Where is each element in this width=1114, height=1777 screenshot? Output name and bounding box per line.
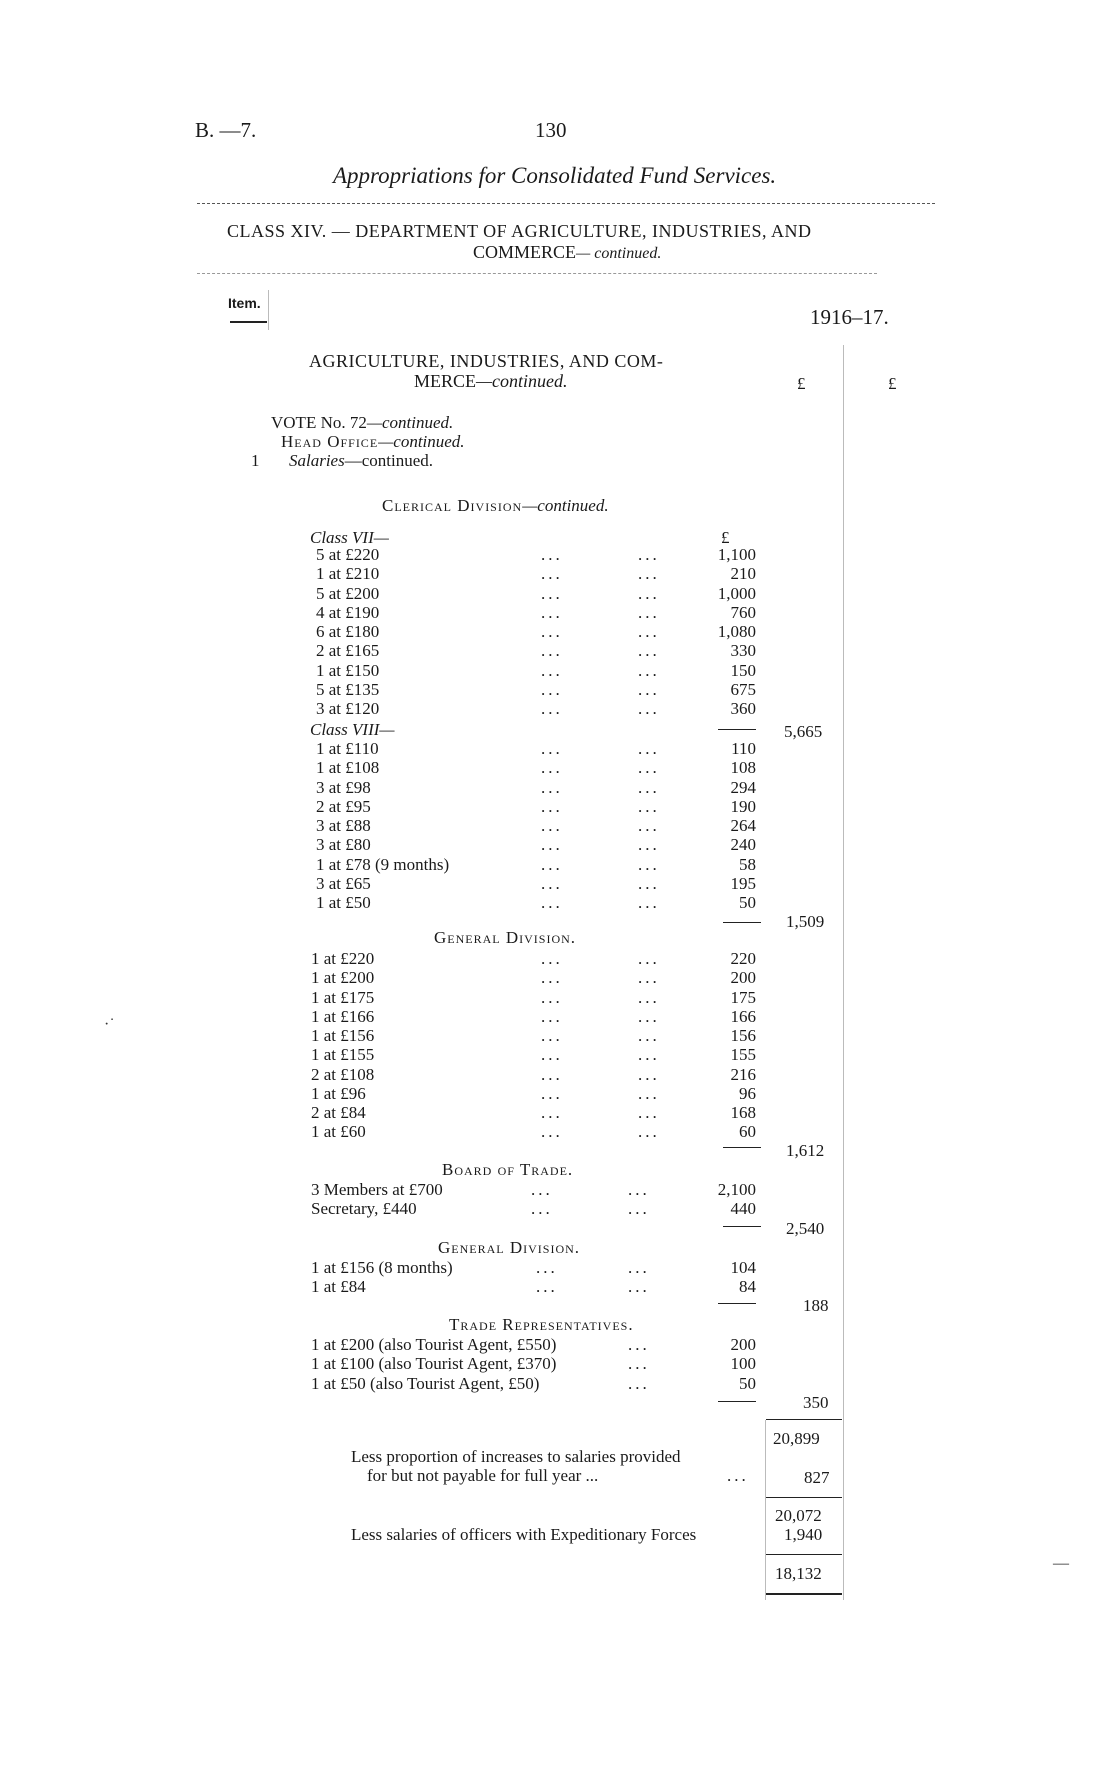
section-heading-merce: MERCE [414,371,477,391]
margin-mark-right: — [1053,1555,1069,1572]
subtotal-amount: 20,899 [773,1429,820,1448]
row-leader-dots: ... [541,854,563,874]
row-label: 1 at £200 (also Tourist Agent, £550) [311,1335,557,1354]
table-row [316,816,756,835]
less-forces-label: Less salaries of officers with Expeditionary Forces [351,1525,697,1544]
year-column-label: 1916–17. [810,305,889,329]
row-leader-dots: ... [638,1103,660,1122]
row-leader-dots: ... [628,1335,650,1354]
row-leader-dots: ... [541,758,563,778]
row-leader-dots: ... [638,987,660,1007]
row-leader-dots: ... [541,679,563,699]
row-leader-dots: ... [638,1006,660,1026]
row-leader-dots: ... [638,835,660,855]
row-amount: 150 [730,660,756,680]
row-label: 2 at £84 [311,1103,366,1122]
row-leader-dots: ... [541,1083,563,1103]
board-of-trade-heading: Board of Trade. [442,1160,574,1179]
row-amount: 96 [739,1083,756,1103]
row-leader-dots: ... [638,796,660,816]
row-amount: 360 [730,699,756,718]
table-row [316,893,756,912]
row-label: 5 at £200 [316,583,380,603]
table-row [311,1122,756,1141]
less-increase-line1: Less proportion of increases to salaries provided [351,1447,681,1466]
class-heading-line2 [473,242,661,263]
after-increase-rule [766,1497,842,1498]
row-leader-dots: ... [541,893,563,912]
row-amount: 104 [730,1258,756,1277]
row-leader-dots: ... [541,564,563,584]
row-label: 2 at £108 [311,1064,375,1084]
row-leader-dots: ... [541,816,563,835]
table-row [311,1103,756,1122]
table-row [316,699,756,718]
general-subtotal-rule [723,1147,761,1148]
row-label: 1 at £156 (8 months) [311,1258,453,1277]
row-leader-dots: ... [541,987,563,1007]
row-leader-dots: ... [531,1199,553,1219]
row-leader-dots: ... [638,641,660,661]
row-leader-dots: ... [541,1122,563,1142]
row-amount: 50 [739,1373,756,1393]
row-leader-dots: ... [638,949,660,968]
row-leader-dots: ... [536,1277,558,1297]
row-label: 3 at £65 [316,873,371,893]
row-leader-dots: ... [638,660,660,680]
less-forces-amount: 1,940 [784,1525,823,1544]
salaries-line [289,451,433,471]
row-amount: 200 [730,968,756,988]
row-amount: 166 [730,1006,756,1026]
row-label: 3 at £98 [316,777,371,797]
section-heading-line1: AGRICULTURE, INDUSTRIES, AND COM- [309,351,664,371]
table-row [316,661,756,680]
row-amount: 760 [730,602,756,622]
row-amount: 220 [730,949,756,968]
row-label: 1 at £100 (also Tourist Agent, £370) [311,1354,557,1374]
row-amount: 195 [730,873,756,893]
class-heading-rule [197,273,877,274]
year-column-divider [843,345,844,1600]
document-reference: B. —7. [195,118,257,142]
row-amount: 440 [730,1199,756,1219]
row-label: 1 at £220 [311,949,375,968]
row-leader-dots: ... [628,1258,650,1277]
row-leader-dots: ... [628,1373,650,1393]
row-amount: 190 [730,796,756,816]
class-vii-total: 5,665 [784,722,823,741]
less-increase-amount: 827 [804,1468,830,1487]
row-label: 1 at £84 [311,1277,366,1297]
table-row [311,968,756,987]
row-amount: 110 [731,739,756,758]
row-leader-dots: ... [541,1103,563,1122]
table-row [316,778,756,797]
after-increase-amount: 20,072 [775,1506,822,1525]
row-leader-dots: ... [541,602,563,622]
pound-sign-column-a: £ [797,374,806,393]
row-leader-dots: ... [638,739,660,758]
row-label: 3 at £88 [316,816,371,835]
row-label: 1 at £96 [311,1083,366,1103]
item-number: 1 [251,451,260,470]
row-label: 3 at £120 [316,699,380,718]
item-column-label: Item. [228,295,261,311]
less-increase-line2: for but not payable for full year ... [367,1466,599,1485]
row-leader-dots: ... [638,602,660,622]
row-leader-dots: ... [638,1026,660,1045]
office-name: Head Office [281,432,379,451]
page-title: Appropriations for Consolidated Fund Services. [333,163,777,188]
row-amount: 240 [730,835,756,855]
row-amount: 264 [730,816,756,835]
row-label: 3 Members at £700 [311,1180,443,1199]
table-row [316,680,756,699]
row-amount: 155 [730,1045,756,1065]
table-row [316,622,756,641]
row-leader-dots: ... [638,679,660,699]
table-row [311,1335,756,1354]
row-amount: 1,100 [717,545,756,564]
row-leader-dots: ... [638,816,660,835]
row-label: 1 at £175 [311,987,375,1007]
final-total-rule-top [766,1554,842,1555]
row-leader-dots: ... [638,873,660,893]
row-amount: 50 [739,893,756,912]
row-leader-dots: ... [638,854,660,874]
row-label: 1 at £108 [316,758,380,778]
subtotal-rule [766,1419,842,1420]
less-increase-dots: ... [727,1466,749,1485]
final-total-rule-bottom [766,1593,842,1595]
row-amount: 1,080 [717,622,756,641]
row-label: 1 at £50 [316,893,371,912]
row-leader-dots: ... [541,835,563,855]
board-of-trade-total: 2,540 [786,1219,825,1238]
item-label-underline [230,321,267,323]
table-row [311,1180,756,1199]
table-row [316,739,756,758]
final-total-amount: 18,132 [775,1564,822,1583]
row-amount: 216 [730,1064,756,1084]
row-amount: 675 [730,679,756,699]
row-leader-dots: ... [541,1006,563,1026]
table-row [316,545,756,564]
row-leader-dots: ... [541,777,563,797]
vote-line [271,413,453,433]
row-leader-dots: ... [638,758,660,778]
row-amount: 60 [739,1122,756,1142]
table-row [316,835,756,854]
trade-representatives-heading: Trade Representatives. [449,1315,634,1334]
board-subtotal-rule [723,1226,761,1227]
row-leader-dots: ... [638,968,660,988]
table-row [311,1007,756,1026]
item-column-border [268,290,269,330]
table-row [316,584,756,603]
table-row [311,1084,756,1103]
table-row [316,758,756,777]
row-label: 1 at £60 [311,1122,366,1142]
table-row [311,1374,756,1393]
class-vii-label: Class VII— [310,528,389,547]
section-heading-line2 [414,371,568,392]
row-leader-dots: ... [531,1180,553,1199]
row-leader-dots: ... [541,583,563,603]
row-leader-dots: ... [541,873,563,893]
row-leader-dots: ... [541,622,563,641]
office-line [281,432,465,452]
row-amount: 1,000 [717,583,756,603]
class-heading-continued: — continued. [576,245,662,262]
row-label: 5 at £220 [316,545,380,564]
row-label: 1 at £166 [311,1006,375,1026]
row-leader-dots: ... [541,796,563,816]
row-leader-dots: ... [628,1277,650,1297]
table-row [311,1045,756,1064]
table-row [316,603,756,622]
row-leader-dots: ... [541,545,563,564]
general-2-subtotal-rule [718,1303,756,1304]
row-leader-dots: ... [628,1199,650,1219]
row-leader-dots: ... [638,1045,660,1065]
table-row [316,564,756,583]
class-heading-line1: CLASS XIV. — DEPARTMENT OF AGRICULTURE, INDUSTRIES, AND [227,221,812,241]
row-leader-dots: ... [541,1064,563,1084]
clerical-division-heading [382,496,609,516]
salaries-label: Salaries [289,451,345,470]
table-row [311,1277,756,1296]
row-leader-dots: ... [638,1083,660,1103]
general-division-total: 1,612 [786,1141,825,1160]
row-leader-dots: ... [541,739,563,758]
row-label: 1 at £210 [316,564,380,584]
row-label: 1 at £156 [311,1026,375,1045]
pound-sign-column-b: £ [888,374,897,393]
row-leader-dots: ... [541,968,563,988]
row-label: 4 at £190 [316,602,380,622]
row-leader-dots: ... [638,564,660,584]
row-leader-dots: ... [628,1354,650,1374]
trade-representatives-total: 350 [803,1393,829,1412]
table-row [311,988,756,1007]
clerical-heading-continued: —continued. [522,496,609,515]
office-continued: —continued. [378,432,465,451]
row-amount: 294 [730,777,756,797]
row-leader-dots: ... [541,1045,563,1065]
row-leader-dots: ... [628,1180,650,1199]
row-label: 1 at £150 [316,660,380,680]
general-division-heading: General Division. [434,928,577,947]
row-amount: 100 [730,1354,756,1374]
general-division-2-total: 188 [803,1296,829,1315]
table-row [311,1026,756,1045]
table-row [316,874,756,893]
row-leader-dots: ... [541,1026,563,1045]
row-leader-dots: ... [541,699,563,718]
total-column-border [765,1420,766,1600]
row-leader-dots: ... [638,545,660,564]
row-amount: 210 [730,564,756,584]
row-leader-dots: ... [638,699,660,718]
row-amount: 108 [730,758,756,778]
row-amount: 156 [730,1026,756,1045]
trade-subtotal-rule [718,1401,756,1402]
row-label: Secretary, £440 [311,1199,417,1219]
row-amount: 84 [739,1277,756,1297]
table-row [316,797,756,816]
row-label: 5 at £135 [316,679,380,699]
row-leader-dots: ... [638,583,660,603]
class-viii-label: Class VIII— [310,720,395,739]
row-leader-dots: ... [638,622,660,641]
row-label: 2 at £165 [316,641,380,661]
row-leader-dots: ... [638,1122,660,1142]
row-label: 1 at £200 [311,968,375,988]
table-row [311,949,756,968]
vote-number: VOTE No. 72 [271,413,367,432]
row-label: 1 at £78 (9 months) [316,854,450,874]
section-heading-continued: —continued. [476,371,568,391]
row-amount: 2,100 [717,1180,756,1199]
row-label: 1 at £110 [316,739,379,758]
row-leader-dots: ... [541,949,563,968]
row-amount: 175 [730,987,756,1007]
row-label: 6 at £180 [316,622,380,641]
row-label: 1 at £155 [311,1045,375,1065]
row-leader-dots: ... [541,641,563,661]
row-amount: 330 [730,641,756,661]
row-label: 2 at £95 [316,796,371,816]
row-leader-dots: ... [536,1258,558,1277]
row-leader-dots: ... [541,660,563,680]
vote-continued: —continued. [366,413,454,432]
table-row [311,1258,756,1277]
row-amount: 168 [730,1103,756,1122]
table-row [311,1199,756,1218]
margin-speck-left: ·˙ [104,1016,115,1033]
row-amount: 58 [739,854,756,874]
table-row [311,1065,756,1084]
row-label: 3 at £80 [316,835,371,855]
clerical-pound-sign: £ [721,528,730,547]
page-number: 130 [535,118,567,142]
clerical-heading-label: Clerical Division [382,496,523,515]
table-row [316,855,756,874]
row-leader-dots: ... [638,1064,660,1084]
row-leader-dots: ... [638,893,660,912]
table-row [311,1354,756,1373]
row-amount: 200 [730,1335,756,1354]
table-row [316,641,756,660]
title-rule [197,203,935,204]
class-vii-subtotal-rule [718,729,756,730]
salaries-continued: —continued. [344,451,434,470]
general-division-2-heading: General Division. [438,1238,581,1257]
class-viii-subtotal-rule [723,922,761,923]
row-leader-dots: ... [638,777,660,797]
class-viii-total: 1,509 [786,912,825,931]
class-heading-commerce: COMMERCE [473,242,577,262]
row-label: 1 at £50 (also Tourist Agent, £50) [311,1373,540,1393]
